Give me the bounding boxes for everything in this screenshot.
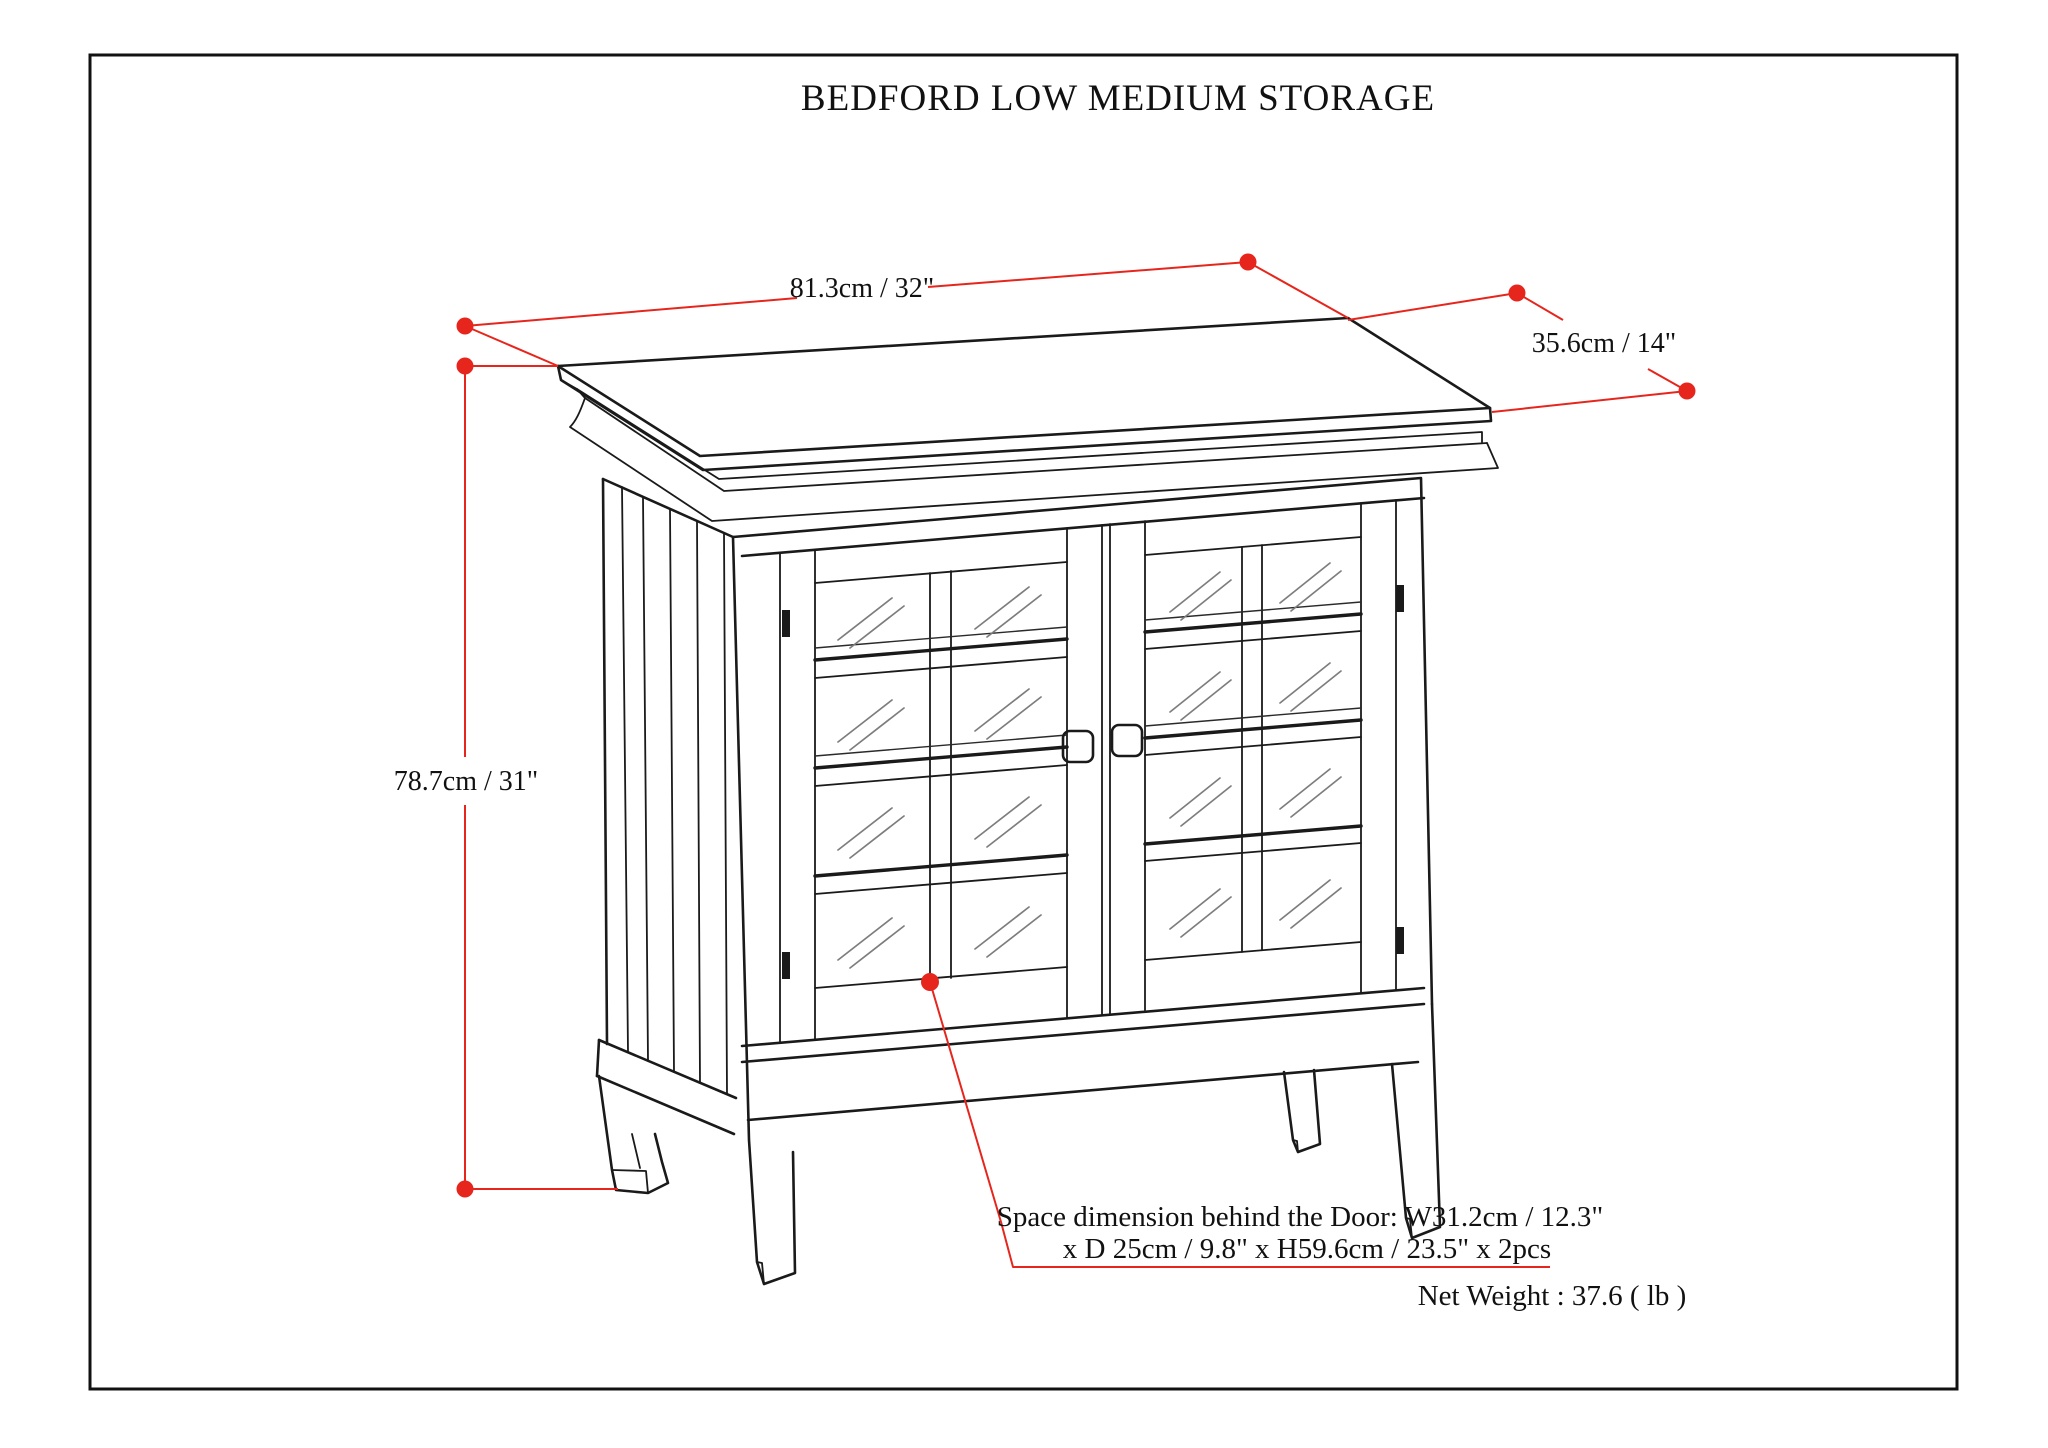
- glass-hatch-marks: [838, 563, 1341, 968]
- dimension-endpoint-dot: [1679, 383, 1696, 400]
- depth-dimension: [1348, 285, 1696, 413]
- door-space-text-line2: x D 25cm / 9.8" x H59.6cm / 23.5" x 2pcs: [1062, 1233, 1552, 1265]
- net-weight-label: Net Weight : 37.6 ( lb ): [1417, 1280, 1687, 1312]
- depth-dimension-label: 35.6cm / 14": [1531, 328, 1677, 359]
- right-door: [1112, 503, 1361, 1010]
- height-dimension-label: 78.7cm / 31": [393, 766, 539, 797]
- drawing-border: [90, 55, 1957, 1389]
- front-face: [733, 478, 1432, 1120]
- width-dimension-label: 81.3cm / 32": [789, 273, 935, 304]
- cabinet-top: [558, 318, 1498, 521]
- right-door-handle: [1112, 725, 1142, 756]
- dimension-endpoint-dot: [1240, 254, 1257, 271]
- side-panel: [597, 479, 736, 1134]
- dimension-endpoint-dot: [1509, 285, 1526, 302]
- dimension-endpoint-dot: [457, 318, 474, 335]
- height-dimension: [394, 358, 618, 1198]
- width-dimension: [457, 254, 1349, 367]
- dimension-endpoint-dot: [457, 1181, 474, 1198]
- dimension-endpoint-dot: [457, 358, 474, 375]
- diagram-title: BEDFORD LOW MEDIUM STORAGE: [800, 78, 1436, 119]
- cabinet-drawing: [558, 318, 1498, 1284]
- door-space-text-line1: Space dimension behind the Door: W31.2cm / 12.3": [996, 1201, 1604, 1233]
- door-hinges: [782, 585, 1404, 979]
- annotation-leader-dot: [921, 973, 939, 991]
